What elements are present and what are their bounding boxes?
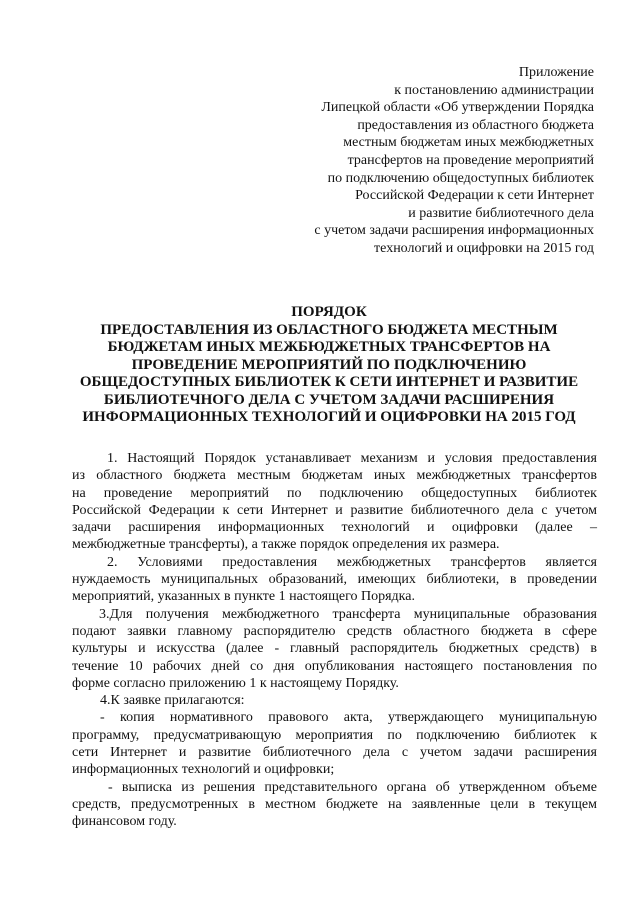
paragraph-3-line: форме согласно приложению 1 к настоящему Порядку. bbox=[72, 675, 399, 691]
appendix-line: предоставления из областного бюджета bbox=[357, 117, 594, 133]
appendix-line: технологий и оцифровки на 2015 год bbox=[374, 240, 594, 256]
title-line: ИНФОРМАЦИОННЫХ ТЕХНОЛОГИЙ И ОЦИФРОВКИ НА 2015 ГОД bbox=[82, 409, 576, 425]
list-item-line: средств, предусмотренных в местном бюджете на заявленные цели в текущем bbox=[72, 796, 597, 812]
appendix-line: Липецкой области «Об утверждении Порядка bbox=[321, 100, 594, 116]
appendix-line: к постановлению администрации bbox=[394, 82, 594, 98]
title-line: ОБЩЕДОСТУПНЫХ БИБЛИОТЕК К СЕТИ ИНТЕРНЕТ И РАЗВИТИЕ bbox=[79, 374, 579, 390]
title-line: ПРОВЕДЕНИЕ МЕРОПРИЯТИЙ ПО ПОДКЛЮЧЕНИЮ bbox=[131, 356, 527, 373]
list-item-line: финансовом году. bbox=[72, 814, 177, 830]
list-item-line: программу, предусматривающую мероприятия по подключению библиотек к bbox=[72, 727, 597, 743]
paragraph-4-line: 4.К заявке прилагаются: bbox=[100, 693, 245, 709]
paragraph-3-line: 3.Для получения межбюджетного трансферта муниципальные образования bbox=[99, 606, 597, 622]
paragraph-2-line: нуждаемость муниципальных образований, имеющих библиотеки, в проведении bbox=[72, 572, 597, 588]
paragraph-1-line: межбюджетные трансферты), а также порядок определения их размера. bbox=[72, 537, 500, 553]
paragraph-2-line: мероприятий, указанных в пункте 1 настоящего Порядка. bbox=[72, 589, 415, 605]
paragraph-1-line: задачи расширения информационных технологий и оцифровки (далее – bbox=[72, 520, 597, 536]
paragraph-1-line: на проведение мероприятий по подключению общедоступных библиотек bbox=[72, 485, 597, 501]
appendix-line: трансфертов на проведение мероприятий bbox=[347, 152, 594, 168]
document-title bbox=[64, 304, 594, 427]
appendix-header bbox=[264, 64, 594, 258]
document-body bbox=[72, 450, 597, 831]
title-line: БЮДЖЕТАМ ИНЫХ МЕЖБЮДЖЕТНЫХ ТРАНСФЕРТОВ НА bbox=[107, 339, 551, 355]
title-line: ПРЕДОСТАВЛЕНИЯ ИЗ ОБЛАСТНОГО БЮДЖЕТА МЕСТНЫМ bbox=[100, 321, 558, 338]
appendix-line: и развитие библиотечного дела bbox=[408, 205, 594, 221]
paragraph-3-line: культуры и искусства (далее - главный распорядитель бюджетных средств) в bbox=[72, 641, 597, 657]
title-line: ПОРЯДОК bbox=[291, 304, 367, 320]
appendix-line: Российской Федерации к сети Интернет bbox=[355, 188, 594, 204]
list-item-line: сети Интернет и развитие библиотечного дела с учетом задачи расширения bbox=[72, 745, 597, 761]
title-line: БИБЛИОТЕЧНОГО ДЕЛА С УЧЕТОМ ЗАДАЧИ РАСШИРЕНИЯ bbox=[103, 391, 555, 408]
appendix-line: местным бюджетам иных межбюджетных bbox=[343, 135, 594, 151]
paragraph-1-line: из областного бюджета местным бюджетам иных межбюджетных трансфертов bbox=[72, 468, 597, 484]
list-item-line: - копия нормативного правового акта, утверждающего муниципальную bbox=[100, 710, 597, 726]
paragraph-1-line: Российской Федерации к сети Интернет и развитие библиотечного дела с учетом bbox=[72, 502, 597, 518]
paragraph-3-line: течение 10 рабочих дней со дня опубликования настоящего постановления по bbox=[72, 658, 597, 674]
list-item-line: - выписка из решения представительного органа об утвержденном объеме bbox=[108, 779, 597, 795]
list-item-line: информационных технологий и оцифровки; bbox=[72, 762, 335, 778]
paragraph-3-line: подают заявки главному распорядителю средств областного бюджета в сфере bbox=[72, 623, 597, 639]
appendix-line: Приложение bbox=[518, 65, 594, 80]
paragraph-1-line: 1. Настоящий Порядок устанавливает механизм и условия предоставления bbox=[107, 451, 597, 466]
paragraph-2-line: 2. Условиями предоставления межбюджетных трансфертов является bbox=[107, 554, 597, 570]
appendix-line: с учетом задачи расширения информационных bbox=[314, 223, 594, 239]
appendix-line: по подключению общедоступных библиотек bbox=[327, 170, 594, 186]
